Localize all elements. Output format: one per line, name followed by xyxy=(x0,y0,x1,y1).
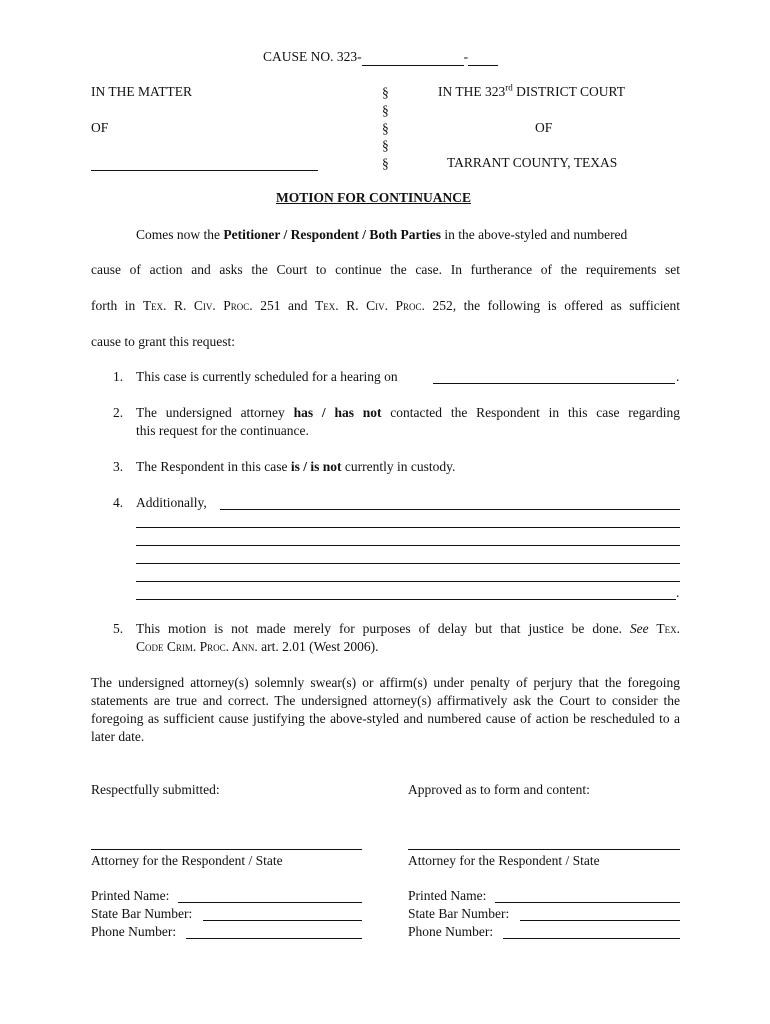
oath-paragraph: The undersigned attorney(s) solemnly swear(s) or affirm(s) under penalty of perjury that the foregoing statements are true and correct. The undersigned attorney(s) affirmatively ask the Court to consider the foregoing as sufficient cause justifying the above-styled and numbered cause of action be rescheduled to a later date. xyxy=(91,675,680,744)
document-title: MOTION FOR CONTINUANCE xyxy=(276,190,472,205)
item-1-number: 1. xyxy=(113,369,124,384)
intro-line-3: forth in Tex. R. Civ. Proc. 251 and Tex. R. Civ. Proc. 252, the following is offered as sufficient xyxy=(91,298,680,313)
right-signature-line[interactable] xyxy=(408,849,680,850)
court-name: IN THE 323rd DISTRICT COURT xyxy=(438,82,625,99)
cause-suffix-blank[interactable] xyxy=(468,49,498,66)
county-name: TARRANT COUNTY, TEXAS xyxy=(447,155,618,170)
item-4-number: 4. xyxy=(113,495,124,510)
item-5-line-2: Code Crim. Proc. Ann. art. 2.01 (West 2006). xyxy=(136,639,379,654)
item-3-text: The Respondent in this case is / is not currently in custody. xyxy=(136,459,456,474)
intro-line-2: cause of action and asks the Court to continue the case. In furtherance of the requirements set xyxy=(91,262,680,277)
item-5-line-1: This motion is not made merely for purposes of delay but that justice be done. See Tex. xyxy=(136,621,680,636)
respectfully-submitted-heading: Respectfully submitted: xyxy=(91,782,220,797)
left-printed-name-field[interactable] xyxy=(178,902,362,903)
left-signature-line[interactable] xyxy=(91,849,362,850)
item-2-line-2: this request for the continuance. xyxy=(136,423,309,438)
additional-reason-line-2[interactable] xyxy=(136,527,680,528)
item-2-line-1: The undersigned attorney has / has not contacted the Respondent in this case regarding xyxy=(136,405,681,420)
cause-number: CAUSE NO. 323- - xyxy=(263,49,498,66)
item-5-number: 5. xyxy=(113,621,124,636)
additional-reason-line-1[interactable] xyxy=(220,509,680,510)
intro-line-1: Comes now the Petitioner / Respondent / Both Parties in the above-styled and numbered xyxy=(136,227,628,242)
item-4-period: . xyxy=(676,585,680,600)
additional-reason-line-5[interactable] xyxy=(136,581,680,582)
additional-reason-line-6[interactable] xyxy=(136,599,676,600)
item-4-text: Additionally, xyxy=(136,495,207,510)
item-2-number: 2. xyxy=(113,405,124,420)
right-phone-label: Phone Number: xyxy=(408,924,494,939)
additional-reason-line-4[interactable] xyxy=(136,563,680,564)
right-phone-field[interactable] xyxy=(503,938,680,939)
approved-heading: Approved as to form and content: xyxy=(408,782,590,797)
right-bar-number-label: State Bar Number: xyxy=(408,906,510,921)
party-name-blank[interactable] xyxy=(91,170,318,171)
item-3-number: 3. xyxy=(113,459,124,474)
left-signature-role: Attorney for the Respondent / State xyxy=(91,853,283,868)
section-symbols: § § § § § xyxy=(382,85,389,172)
right-signature-role: Attorney for the Respondent / State xyxy=(408,853,600,868)
item-1-period: . xyxy=(676,369,680,384)
hearing-date-blank[interactable] xyxy=(433,383,675,384)
additional-reason-line-3[interactable] xyxy=(136,545,680,546)
right-bar-number-field[interactable] xyxy=(520,920,680,921)
caption-left-of: OF xyxy=(91,120,109,135)
left-printed-name-label: Printed Name: xyxy=(91,888,170,903)
left-phone-field[interactable] xyxy=(186,938,362,939)
left-phone-label: Phone Number: xyxy=(91,924,177,939)
caption-left-matter: IN THE MATTER xyxy=(91,84,192,99)
item-1-text: This case is currently scheduled for a hearing on xyxy=(136,369,398,384)
left-bar-number-label: State Bar Number: xyxy=(91,906,193,921)
left-bar-number-field[interactable] xyxy=(203,920,362,921)
cause-number-blank[interactable] xyxy=(362,49,464,66)
right-printed-name-label: Printed Name: xyxy=(408,888,487,903)
court-of: OF xyxy=(535,120,553,135)
right-printed-name-field[interactable] xyxy=(495,902,680,903)
intro-line-4: cause to grant this request: xyxy=(91,334,235,349)
